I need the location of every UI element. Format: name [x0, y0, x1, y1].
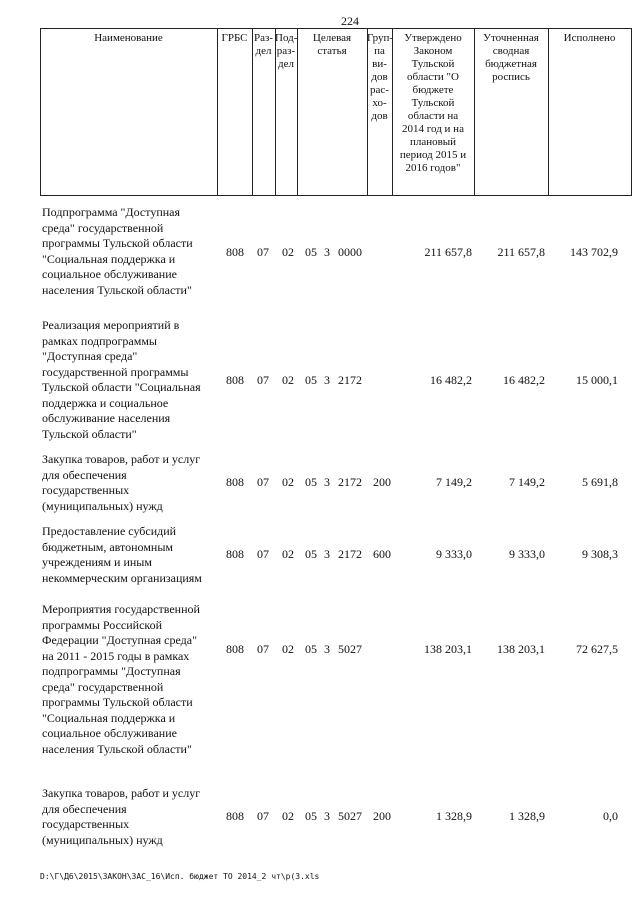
row-grbs: 808: [226, 642, 244, 656]
row-executed: 5 691,8: [582, 475, 618, 489]
row-approved: 1 328,9: [436, 809, 472, 823]
row-refined: 9 333,0: [509, 547, 545, 561]
row-approved: 16 482,2: [430, 373, 472, 387]
row-t3: 2172: [338, 475, 362, 489]
row-executed: 72 627,5: [576, 642, 618, 656]
row-grbs: 808: [226, 245, 244, 259]
header-group: Груп- па ви- дов рас- хо- дов: [367, 32, 394, 122]
row-executed: 143 702,9: [570, 245, 618, 259]
row-refined: 1 328,9: [509, 809, 545, 823]
row-razdel: 07: [257, 475, 269, 489]
header-refined: Уточненная сводная бюджетная роспись: [483, 32, 539, 83]
row-t1: 05: [305, 245, 317, 259]
row-t2: 3: [324, 245, 330, 259]
row-podrazdel: 02: [282, 373, 294, 387]
row-refined: 16 482,2: [503, 373, 545, 387]
row-grbs: 808: [226, 809, 244, 823]
footer-path: D:\Г\Д6\2015\ЗАКОН\ЗАС_16\Исп. бюджет ТО 2014_2 чт\р(3.xls: [40, 872, 320, 881]
row-t3: 0000: [338, 245, 362, 259]
header-podrazdel: Под- раз- дел: [275, 32, 298, 70]
row-podrazdel: 02: [282, 642, 294, 656]
row-podrazdel: 02: [282, 547, 294, 561]
row-refined: 138 203,1: [497, 642, 545, 656]
row-refined: 211 657,8: [497, 245, 545, 259]
page-number: 224: [341, 14, 359, 28]
row-executed: 9 308,3: [582, 547, 618, 561]
row-razdel: 07: [257, 642, 269, 656]
row-name: Реализация мероприятий в рамках подпрограммы "Доступная среда" государственной программы Тульской области "Социальная поддержка и социальное обслуживание населения Тульской области": [42, 318, 201, 441]
row-executed: 0,0: [603, 809, 618, 823]
row-t3: 5027: [338, 642, 362, 656]
row-grbs: 808: [226, 547, 244, 561]
row-t1: 05: [305, 642, 317, 656]
row-t2: 3: [324, 547, 330, 561]
row-razdel: 07: [257, 809, 269, 823]
row-razdel: 07: [257, 547, 269, 561]
row-approved: 7 149,2: [436, 475, 472, 489]
row-grbs: 808: [226, 475, 244, 489]
row-razdel: 07: [257, 245, 269, 259]
header-approved: Утверждено Законом Тульской области "О бюджете Тульской области на 2014 год и на плановый период 2015 и 2016 годов": [399, 32, 467, 174]
row-name: Предоставление субсидий бюджетным, автономным учреждениям и иным некоммерческим организациям: [42, 524, 202, 585]
row-t1: 05: [305, 475, 317, 489]
row-t1: 05: [305, 547, 317, 561]
header-grbs: ГРБС: [221, 32, 248, 44]
row-t1: 05: [305, 373, 317, 387]
row-name: Закупка товаров, работ и услуг для обеспечения государственных (муниципальных) нужд: [42, 452, 201, 513]
table-header: [40, 28, 632, 196]
row-podrazdel: 02: [282, 475, 294, 489]
row-t1: 05: [305, 809, 317, 823]
row-name: Закупка товаров, работ и услуг для обеспечения государственных (муниципальных) нужд: [42, 786, 201, 847]
row-vr: 200: [373, 809, 391, 823]
row-vr: 600: [373, 547, 391, 561]
row-podrazdel: 02: [282, 245, 294, 259]
row-approved: 9 333,0: [436, 547, 472, 561]
row-executed: 15 000,1: [576, 373, 618, 387]
header-target: Целевая статья: [312, 32, 352, 57]
row-podrazdel: 02: [282, 809, 294, 823]
row-t2: 3: [324, 642, 330, 656]
row-approved: 138 203,1: [424, 642, 472, 656]
row-t2: 3: [324, 373, 330, 387]
row-name: Подпрограмма "Доступная среда" государственной программы Тульской области "Социальная поддержка и социальное обслуживание населения Тульской области": [42, 205, 193, 297]
row-grbs: 808: [226, 373, 244, 387]
row-t2: 3: [324, 475, 330, 489]
row-name: Мероприятия государственной программы Российской Федерации "Доступная среда" на 2011 - 2015 годы в рамках подпрограммы "Доступная среда" государственной программы Тульской области "Социальная поддержка и социальное обслуживание населения Тульской области": [42, 602, 200, 756]
header-name: Наименование: [94, 32, 163, 44]
row-approved: 211 657,8: [424, 245, 472, 259]
row-t2: 3: [324, 809, 330, 823]
row-refined: 7 149,2: [509, 475, 545, 489]
row-vr: 200: [373, 475, 391, 489]
row-t3: 2172: [338, 547, 362, 561]
row-t3: 5027: [338, 809, 362, 823]
header-razdel: Раз- дел: [253, 32, 273, 57]
row-t3: 2172: [338, 373, 362, 387]
row-razdel: 07: [257, 373, 269, 387]
header-executed: Исполнено: [563, 32, 616, 44]
